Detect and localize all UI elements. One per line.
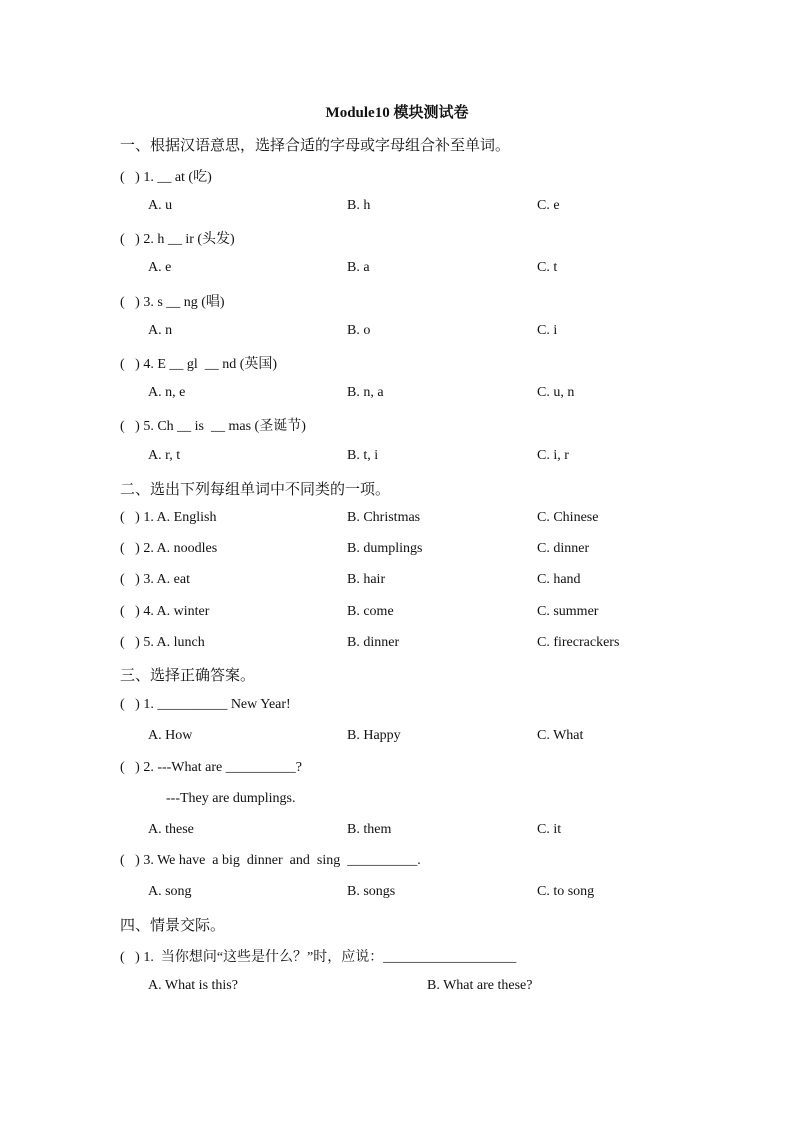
page-title: Module10 模块测试卷 <box>325 105 469 121</box>
option-a: A. these <box>148 822 194 837</box>
option-b: B. h <box>347 198 371 213</box>
option-b: B. songs <box>347 884 396 899</box>
question-stem: ( ) 1. 当你想问“这些是什么？”时，应说：___________________ <box>120 950 517 965</box>
option-b: B. them <box>347 822 392 837</box>
option-a: A. n <box>148 323 173 338</box>
question-stem: ( ) 5. Ch __ is __ mas (圣诞节) <box>120 419 306 434</box>
option-c: C. hand <box>537 572 581 587</box>
question-stem: ( ) 5. A. lunch <box>120 635 205 650</box>
option-c: C. to song <box>537 884 595 899</box>
option-b: B. o <box>347 323 371 338</box>
option-a: A. r, t <box>148 448 181 463</box>
question-stem: ( ) 4. A. winter <box>120 604 210 619</box>
option-c: C. t <box>537 260 558 275</box>
option-a: A. song <box>148 884 192 899</box>
option-c: C. firecrackers <box>537 635 620 650</box>
question-stem: ( ) 1. A. English <box>120 510 217 525</box>
option-b: B. n, a <box>347 385 384 400</box>
question-stem: ( ) 3. s __ ng (唱) <box>120 295 225 310</box>
question-stem: ( ) 3. We have a big dinner and sing __________. <box>120 853 421 868</box>
section-heading: 二、选出下列每组单词中不同类的一项。 <box>120 482 391 498</box>
question-extra-line: ---They are dumplings. <box>166 791 296 806</box>
option-c: C. Chinese <box>537 510 599 525</box>
question-stem: ( ) 2. ---What are __________? <box>120 760 302 775</box>
option-c: C. dinner <box>537 541 590 556</box>
option-b: B. Happy <box>347 728 401 743</box>
option-b: B. dinner <box>347 635 400 650</box>
question-stem: ( ) 2. h __ ir (头发) <box>120 232 235 247</box>
option-a: A. e <box>148 260 172 275</box>
option-c: C. What <box>537 728 584 743</box>
option-b: B. hair <box>347 572 386 587</box>
question-stem: ( ) 1. __ at (吃) <box>120 170 212 185</box>
question-stem: ( ) 1. __________ New Year! <box>120 697 291 712</box>
section-heading: 一、根据汉语意思，选择合适的字母或字母组合补至单词。 <box>120 138 511 154</box>
option-b: B. a <box>347 260 370 275</box>
question-stem: ( ) 2. A. noodles <box>120 541 218 556</box>
option-a: A. n, e <box>148 385 186 400</box>
option-c: C. u, n <box>537 385 575 400</box>
option-a: A. u <box>148 198 173 213</box>
question-stem: ( ) 4. E __ gl __ nd (英国) <box>120 357 278 372</box>
option-a: A. What is this? <box>148 978 238 993</box>
option-c: C. i, r <box>537 448 569 463</box>
option-c: C. it <box>537 822 562 837</box>
option-a: A. How <box>148 728 193 743</box>
option-b: B. Christmas <box>347 510 421 525</box>
option-c: C. e <box>537 198 560 213</box>
option-b: B. come <box>347 604 394 619</box>
option-c: C. summer <box>537 604 599 619</box>
section-heading: 三、选择正确答案。 <box>120 668 256 684</box>
question-stem: ( ) 3. A. eat <box>120 572 190 587</box>
option-b: B. What are these? <box>427 978 533 993</box>
option-c: C. i <box>537 323 558 338</box>
option-b: B. dumplings <box>347 541 423 556</box>
section-heading: 四、情景交际。 <box>120 918 226 934</box>
option-b: B. t, i <box>347 448 379 463</box>
